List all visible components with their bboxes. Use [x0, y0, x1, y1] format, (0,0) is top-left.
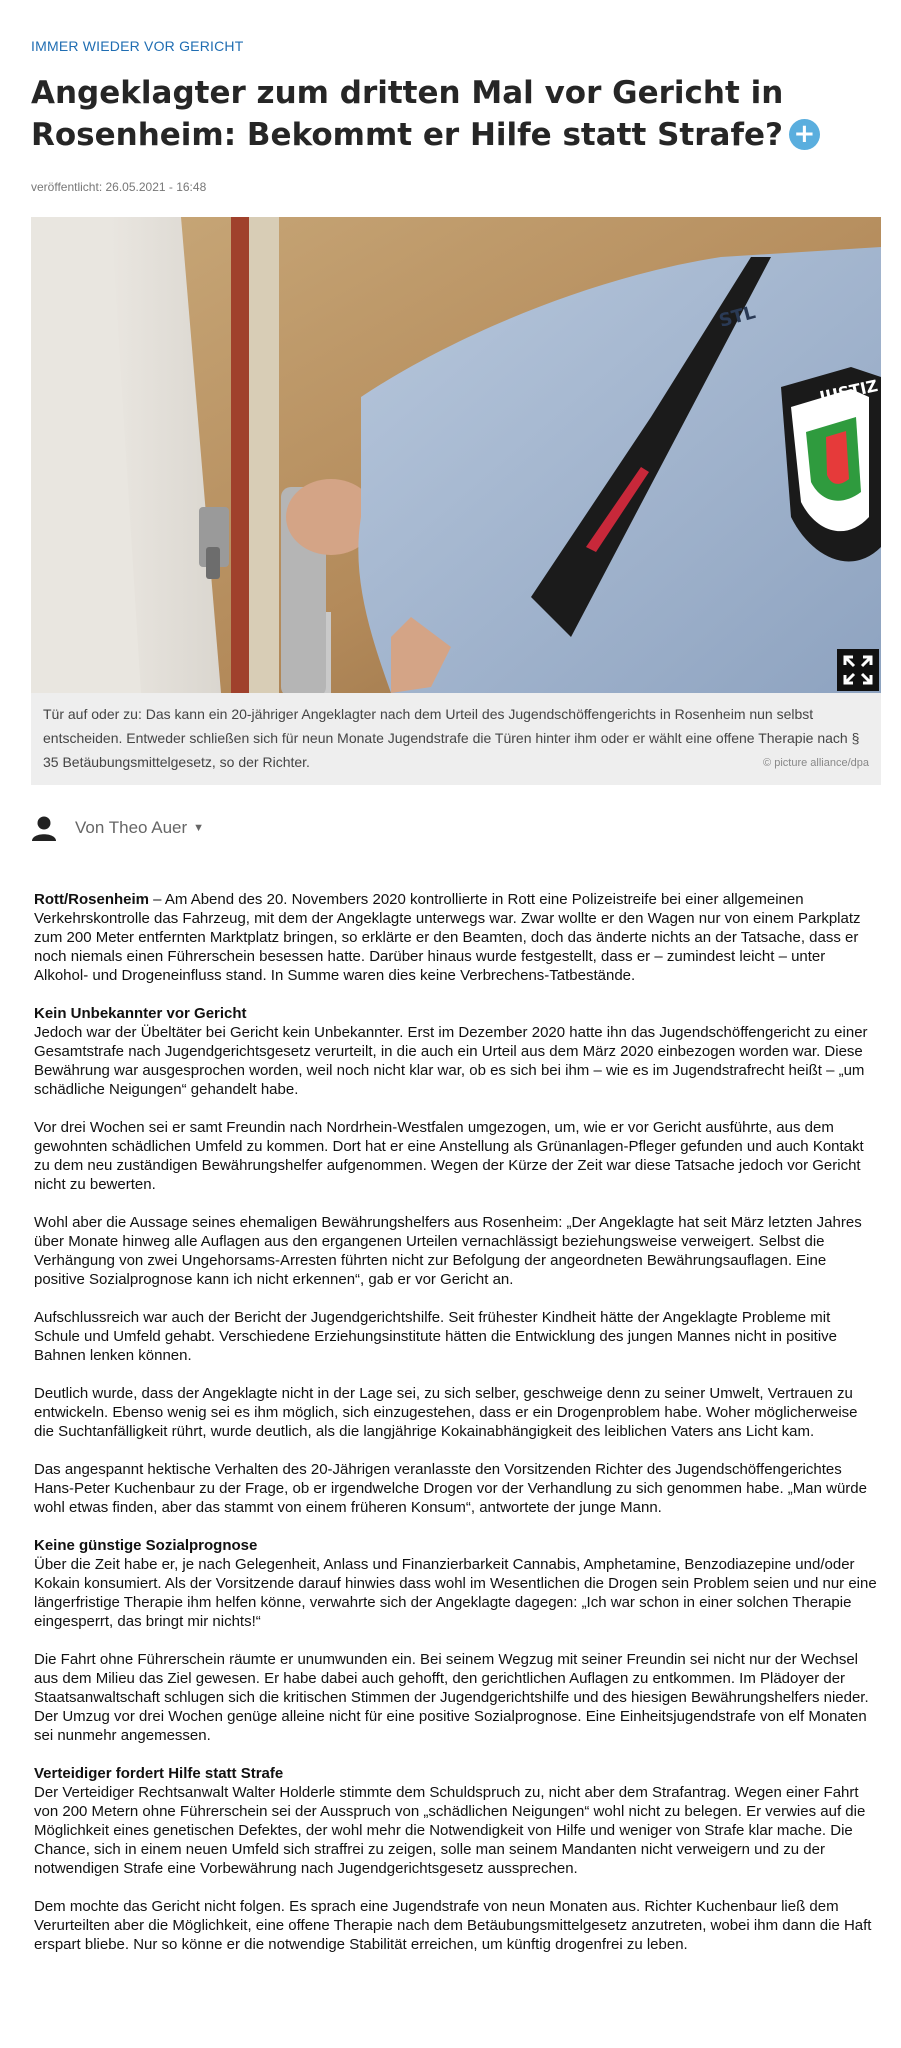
paragraph: Das angespannt hektische Verhalten des 20-Jährigen veranlasste den Vorsitzenden Richter des Jugendschöffengerichtes Hans-Peter Kuchenbaur zu der Frage, ob er irgendwelche Drogen vor der Verhandlung zu sich genommen habe. „Man würde wohl etwas finden, aber das stammt von einem früheren Konsum“, antwortete der junge Mann.: [34, 1461, 867, 1516]
paragraph: Jedoch war der Übeltäter bei Gericht kein Unbekannter. Erst im Dezember 2020 hatte ihn das Jugendschöffengericht zu einer Gesamtstrafe nach Jugendgerichtsgesetz verurteilt, in die auch ein Urteil aus dem März 2020 einbezogen worden war. Diese Bewährung war ausgesprochen worden, weil noch nicht klar war, ob es sich bei ihm – wie es im Jugendstrafrecht heißt – „um schädliche Neigungen“ gehandelt habe.: [34, 1024, 868, 1098]
user-icon: [31, 815, 57, 841]
caption-text: Tür auf oder zu: Das kann ein 20-jähriger Angeklagter nach dem Urteil des Jugendschöffengerichts in Rosenheim nun selbst entscheiden. Entweder schließen sich für neun Monate Jugendstrafe die Türen hinter ihm oder er wählt eine offene Therapie nach § 35 Betäubungsmittelgesetz, so der Richter.: [43, 706, 860, 770]
paragraph: Der Verteidiger Rechtsanwalt Walter Holderle stimmte dem Schuldspruch zu, nicht aber dem Strafantrag. Wegen einer Fahrt von 200 Metern ohne Führerschein sei der Ausspruch von „schädlichen Neigungen“ wohl nicht zu belegen. Er verwies auf die Möglichkeit eines genetischen Defektes, der wohl mehr die Notwendigkeit von Hilfe und weniger von Strafe klar mache. Die Chance, sich in einem neuen Umfeld sich straffrei zu zeigen, solle man seinem Mandanten nicht verweigern und zu der notwendigen Strafe eine Vorbewährung nach Jugendgerichtsgesetz aussprechen.: [34, 1784, 866, 1877]
paragraph: [34, 890, 879, 985]
hero-image[interactable]: [31, 217, 881, 693]
paragraph: Die Fahrt ohne Führerschein räumte er unumwunden ein. Bei seinem Wegzug mit seiner Freundin sei nicht nur der Wechsel aus dem Milieu das Ziel gewesen. Er habe dabei auch gehofft, den gerichtlichen Auflagen zu entkommen. Im Plädoyer der Staatsanwaltschaft schlugen sich die kritischen Stimmen der Jugendgerichtshilfe und des hiesigen Bewährungshelfers nieder. Der Umzug vor drei Wochen genüge alleine nicht für eine positive Sozialprognose. Eine Einheitsjugendstrafe von elf Monaten sei nunmehr angemessen.: [34, 1651, 869, 1744]
subheading: Verteidiger fordert Hilfe statt Strafe: [34, 1765, 284, 1782]
fullscreen-button[interactable]: [837, 649, 879, 691]
chevron-down-icon[interactable]: ▼: [193, 822, 205, 834]
paragraph: Dem mochte das Gericht nicht folgen. Es sprach eine Jugendstrafe von neun Monaten aus. Richter Kuchenbaur ließ dem Verurteilten aber die Möglichkeit, eine offene Therapie nach dem Betäubungsmittelgesetz anzutreten, wobei ihm dann die Haft erspart bliebe. Nur so könne er die notwendige Stabilität erreichen, um künftig drogenfrei zu leben.: [34, 1898, 872, 1953]
paragraph: Deutlich wurde, dass der Angeklagte nicht in der Lage sei, zu sich selber, geschweige denn zu seiner Umwelt, Vertrauen zu entwickeln. Ebenso wenig sei es ihm möglich, sich einzugestehen, dass er ein Drogenproblem habe. Woher möglicherweise die Suchtanfälligkeit rührt, wurde deutlich, als die langjährige Kokainabhängigkeit des leiblichen Vaters ans Licht kam.: [34, 1385, 858, 1440]
paragraph: Über die Zeit habe er, je nach Gelegenheit, Anlass und Finanzierbarkeit Cannabis, Amphetamine, Benzodiazepine und/oder Kokain konsumiert. Als der Vorsitzende darauf hinwies dass wohl im Wesentlichen die Drogen sein Problem seien und nur eine längerfristige Therapie ihm helfen könne, verwahrte sich der Angeklagte dagegen: „Ich war schon in einer solchen Therapie eingesperrt, das bringt mir nichts!“: [34, 1556, 877, 1630]
follow-plus-button[interactable]: +: [789, 119, 820, 150]
article-title: [31, 72, 881, 156]
paragraph-text: – Am Abend des 20. Novembers 2020 kontrollierte in Rott eine Polizeistreife bei einer allgemeinen Verkehrskontrolle das Fahrzeug, mit dem der Angeklagte unterwegs war. Zwar wollte er den Wagen nur von einem Parkplatz zum 200 Meter entfernten Marktplatz bringen, so erklärte er den Beamten, doch das änderte nichts an der Tatsache, dass er noch niemals einen Führerschein besessen hatte. Darüber hinaus wurde festgestellt, dass er – zumindest leicht – unter Alkohol- und Drogeneinfluss stand. In Summe waren dies keine Verbrechens-Tatbestände.: [34, 891, 861, 984]
article-title-text: Angeklagter zum dritten Mal vor Gericht in Rosenheim: Bekommt er Hilfe statt Strafe?: [31, 75, 784, 153]
author-name[interactable]: Von Theo Auer: [75, 818, 188, 837]
paragraph: Vor drei Wochen sei er samt Freundin nach Nordrhein-Westfalen umgezogen, um, wie er vor Gericht ausführte, aus dem gewohnten schädlichen Umfeld zu kommen. Dort hat er eine Anstellung als Grünanlagen-Pfleger gefunden und auch Kontakt zu dem neu zuständigen Bewährungshelfer aufgenommen. Wegen der Kürze der Zeit war diese Tatsache jedoch vor Gericht nicht zu bewerten.: [34, 1119, 864, 1193]
paragraph: Wohl aber die Aussage seines ehemaligen Bewährungshelfers aus Rosenheim: „Der Angeklagte hat seit März letzten Jahres über Monate hinweg alle Auflagen aus den ergangenen Urteilen vernachlässigt beziehungsweise verweigert. Selbst die Verhängung von zwei Ungehorsams-Arresten führten nicht zur Befolgung der angeordneten Bewährungsauflagen. Eine positive Sozialprognose kann ich nicht erkennen“, gab er vor Gericht an.: [34, 1214, 862, 1288]
subheading: Keine günstige Sozialprognose: [34, 1537, 258, 1554]
hero-photo-illustration: [31, 217, 881, 693]
author-byline[interactable]: [31, 815, 204, 841]
expand-icon: [837, 649, 879, 691]
article-kicker[interactable]: IMMER WIEDER VOR GERICHT: [31, 38, 244, 54]
image-credit: © picture alliance/dpa: [763, 757, 869, 769]
publish-date: veröffentlicht: 26.05.2021 - 16:48: [31, 180, 207, 194]
badge-text: JUSTIZ: [817, 376, 880, 407]
dateline: Rott/Rosenheim: [34, 891, 150, 908]
paragraph: Aufschlussreich war auch der Bericht der Jugendgerichtshilfe. Seit frühester Kindheit hätte der Angeklagte Probleme mit Schule und Umfeld gehabt. Verschiedene Erziehungsinstitute hätten die Entwicklung des jungen Mannes nicht in positive Bahnen lenken können.: [34, 1309, 838, 1364]
image-caption: [31, 693, 881, 785]
subheading: Kein Unbekannter vor Gericht: [34, 1005, 247, 1022]
article-body: [34, 890, 879, 1973]
shoulder-text: STL: [716, 302, 758, 332]
